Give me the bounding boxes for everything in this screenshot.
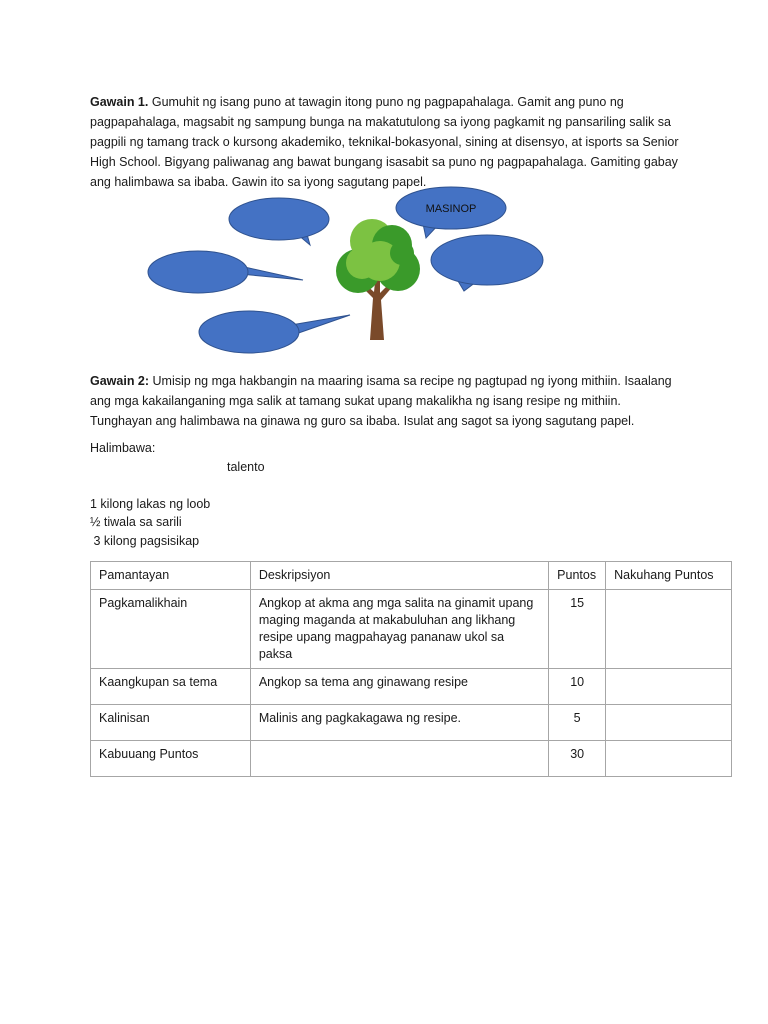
gawain1-paragraph [90, 92, 690, 192]
criterion-cell: Kabuuang Puntos [91, 741, 251, 777]
points-cell: 5 [549, 705, 606, 741]
table-header-row [91, 562, 732, 590]
earned-points-cell [606, 590, 732, 669]
speech-bubble-left [240, 266, 303, 280]
criterion-cell: Pagkamalikhain [91, 590, 251, 669]
tree-leaf [390, 241, 414, 265]
ingredient-line: 1 kilong lakas ng loob [90, 497, 211, 511]
criterion-cell: Kaangkupan sa tema [91, 669, 251, 705]
tree-leaf [346, 247, 378, 279]
gawain1-text: Gumuhit ng isang puno at tawagin itong puno ng pagpapahalaga. Gamit ang puno ng pagpapahalaga, magsabit ng sampung bunga na makatutulong sa iyong pagkamit ng pansariling salik sa pagpili ng tamang track o kursong akademiko, teknikal-bokasyonal, sining at disensyo, at isports sa Senior High School. Bigyang paliwanag ang bawat bungang isasabit sa puno ng pagpapahalaga. Gamiting gabay ang halimbawa sa ibaba. Gawin ito sa iyong sagutang papel. [90, 95, 679, 189]
column-header: Puntos [549, 562, 606, 590]
description-cell: Angkop at akma ang mga salita na ginamit upang maging maganda at makabuluhan ang likhang resipe upang magpahayag pananaw ukol sa paksa [250, 590, 548, 669]
gawain2-label: Gawain 2: [90, 374, 150, 388]
earned-points-cell [606, 669, 732, 705]
bubble-label: MASINOP [425, 203, 477, 215]
criterion-cell: Kalinisan [91, 705, 251, 741]
speech-bubble-left [148, 251, 248, 293]
earned-points-cell [606, 705, 732, 741]
rubric-table [90, 561, 732, 777]
example-title: talento [227, 460, 265, 474]
description-cell: Angkop sa tema ang ginawang resipe [250, 669, 548, 705]
earned-points-cell [606, 741, 732, 777]
description-cell [250, 741, 548, 777]
tree-icon [336, 219, 420, 340]
table-row [91, 741, 732, 777]
points-cell: 15 [549, 590, 606, 669]
speech-bubble-bottom-left [199, 311, 299, 353]
table-row [91, 705, 732, 741]
ingredient-line: 3 kilong pagsisikap [90, 534, 200, 548]
column-header: Pamantayan [91, 562, 251, 590]
ingredient-line: ½ tiwala sa sarili [90, 515, 182, 529]
value-tree-figure [140, 183, 560, 358]
column-header: Nakuhang Puntos [606, 562, 732, 590]
gawain2-paragraph [90, 371, 680, 431]
gawain1-label: Gawain 1. [90, 95, 149, 109]
speech-bubble-top-left [229, 198, 329, 240]
description-cell: Malinis ang pagkakagawa ng resipe. [250, 705, 548, 741]
table-row [91, 590, 732, 669]
points-cell: 10 [549, 669, 606, 705]
gawain2-text: Umisip ng mga hakbangin na maaring isama sa recipe ng pagtupad ng iyong mithiin. Isaalang ang mga kakailanganing mga salik at tamang sukat upang makalikha ng isang resipe ng mithiin. Tunghayan ang halimbawa na ginawa ng guro sa ibaba. Isulat ang sagot sa iyong sagutang papel. [90, 374, 672, 428]
example-heading: Halimbawa: [90, 441, 156, 455]
column-header: Deskripsiyon [250, 562, 548, 590]
speech-bubble-right [431, 235, 543, 285]
points-cell: 30 [549, 741, 606, 777]
table-row [91, 669, 732, 705]
